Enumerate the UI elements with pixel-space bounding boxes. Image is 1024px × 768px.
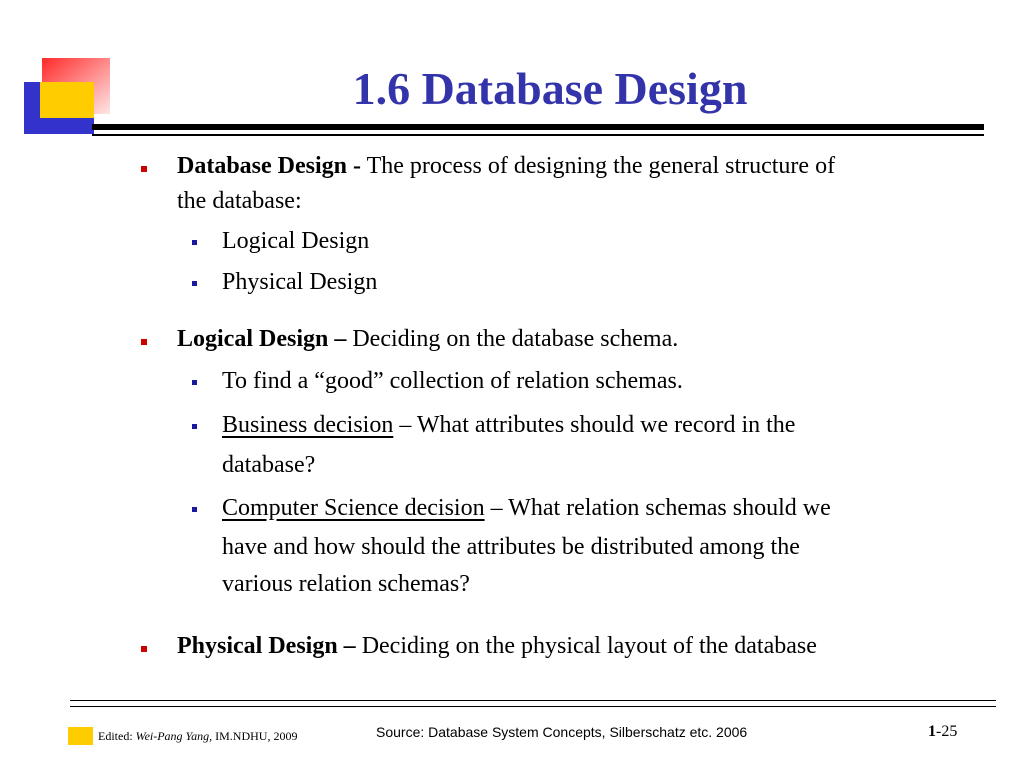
point-1-term: Database Design - [177, 153, 361, 179]
footer-edited-org: IM.NDHU, 2009 [212, 729, 298, 743]
business-decision-text: – What attributes should we record in the [393, 412, 796, 438]
sub-bullet-1a-icon [192, 240, 197, 245]
cs-decision-text: – What relation schemas should we [484, 495, 831, 521]
footer-edited-name: Wei-Pang Yang, [135, 729, 213, 743]
sub-bullet-2c-icon [192, 507, 197, 512]
point-2-sub-3-cont-1: have and how should the attributes be distributed among the [222, 534, 800, 560]
footer-edited-label: Edited: [98, 729, 136, 743]
point-1-line [177, 154, 835, 178]
bullet-3-icon [141, 646, 147, 652]
footer-page: -25 [936, 723, 958, 740]
footer-yellow-box [68, 727, 93, 745]
sub-bullet-2a-icon [192, 380, 197, 385]
point-2-sub-3 [222, 496, 831, 520]
point-3-line [177, 634, 817, 658]
sub-bullet-2b-icon [192, 424, 197, 429]
slide-title: 1.6 Database Design [352, 63, 748, 114]
point-1-text: The process of designing the general structure of [361, 153, 836, 179]
point-2-sub-2 [222, 413, 795, 437]
bullet-1-icon [141, 166, 147, 172]
point-3-term: Physical Design – [177, 633, 356, 659]
point-2-line [177, 327, 678, 351]
point-3-text: Deciding on the physical layout of the database [355, 633, 817, 659]
footer-chapter: 1 [928, 723, 936, 740]
point-1-sub-2: Physical Design [222, 269, 378, 295]
point-2-term: Logical Design – [177, 326, 347, 352]
point-2-sub-1: To find a “good” collection of relation schemas. [222, 368, 683, 394]
sub-bullet-1b-icon [192, 281, 197, 286]
footer-rule-bottom [70, 706, 996, 707]
business-decision-term: Business decision [222, 412, 394, 438]
point-1-sub-1: Logical Design [222, 228, 370, 254]
footer-rule-top [70, 700, 996, 701]
bullet-2-icon [141, 339, 147, 345]
point-2-sub-3-cont-2: various relation schemas? [222, 571, 470, 597]
point-1-text-cont: the database: [177, 188, 302, 214]
footer-page-number [928, 724, 957, 740]
footer-source: Source: Database System Concepts, Silberschatz etc. 2006 [376, 724, 748, 740]
cs-decision-term: Computer Science decision [222, 495, 485, 521]
point-2-sub-2-cont: database? [222, 452, 316, 478]
point-2-text: Deciding on the database schema. [346, 326, 679, 352]
footer-edited [98, 730, 297, 742]
